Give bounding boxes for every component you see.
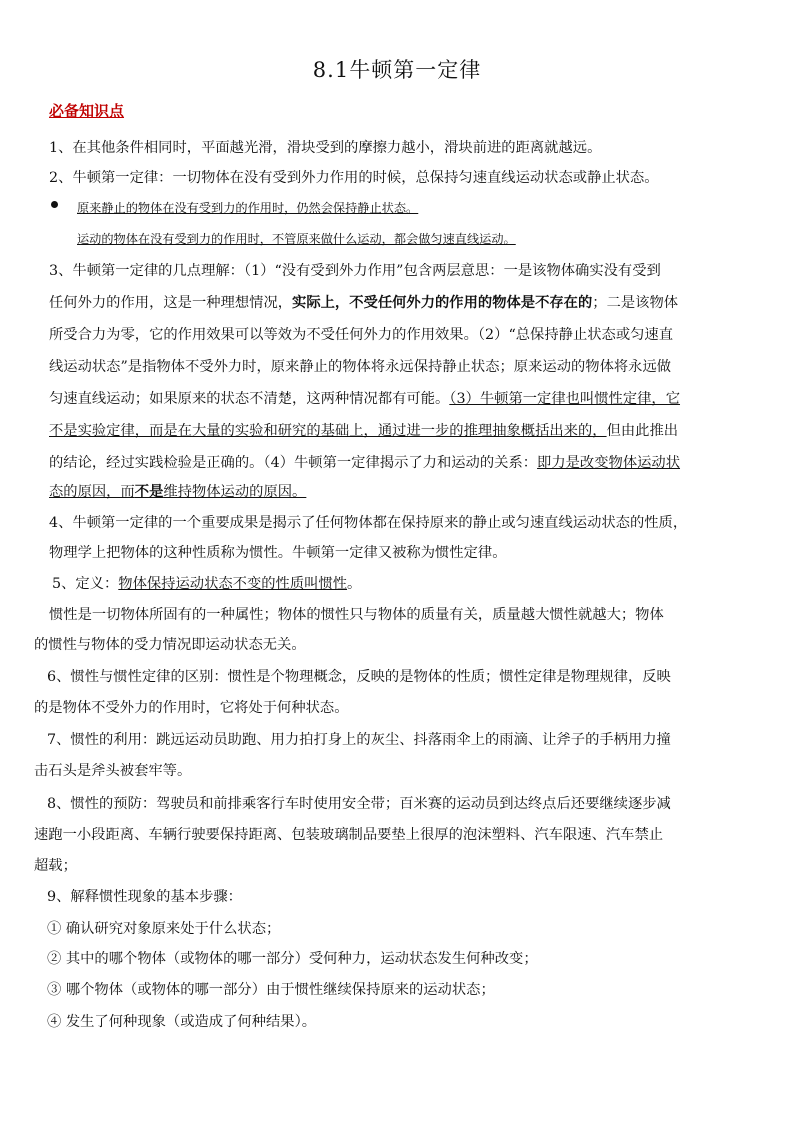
point-6-line-2: 的是物体不受外力的作用时，它将处于何种状态。	[34, 700, 349, 716]
point-3-line-6	[49, 420, 678, 442]
point-5-line-3: 的惯性与物体的受力情况即运动状态无关。	[34, 637, 306, 653]
point-8-line-1: 8、惯性的预防：驾驶员和前排乘客行车时使用安全带；百米赛的运动员到达终点后还要继续逐步减	[47, 796, 671, 812]
bullet-item-2: 运动的物体在没有受到力的作用时，不管原来做什么运动，都会做匀速直线运动。	[77, 232, 516, 246]
section-heading: 必备知识点	[49, 102, 125, 120]
step-1: ① 确认研究对象原来处于什么状态；	[47, 921, 281, 937]
text-run: 匀速直线运动；如果原来的状态不清楚，这两种情况都有可能。	[49, 391, 450, 407]
point-6-line-1: 6、惯性与惯性定律的区别：惯性是个物理概念，反映的是物体的性质；惯性定律是物理规律，反映	[47, 669, 671, 685]
underlined-text: 不是实验定律，而是在大量的实验和研究的基础上，通过进一步的推理抽象概括出来的，	[49, 423, 607, 439]
step-3: ③ 哪个物体（或物体的哪一部分）由于惯性继续保持原来的运动状态；	[47, 982, 495, 998]
text-run: ；二是该物体	[592, 295, 679, 311]
point-3-line-8	[49, 481, 306, 503]
underlined-text: （3）牛顿第一定律也叫惯性定律，它	[449, 391, 681, 407]
point-2: 2、牛顿第一定律：一切物体在没有受到外力作用的时候，总保持匀速直线运动状态或静止状态。	[49, 170, 659, 186]
underlined-text: 即力是改变物体运动状	[537, 455, 681, 471]
text-run: 。	[347, 576, 362, 592]
text-run: 态的原因，而	[49, 484, 135, 500]
page-title: 8.1牛顿第一定律	[312, 58, 482, 82]
bold-text: 实际上，不受任何外力的作用的物体是不存在的	[292, 295, 593, 311]
underlined-text: 物体保持运动状态不变的性质叫惯性	[118, 576, 348, 592]
step-2: ② 其中的哪个物体（或物体的哪一部分）受何种力，运动状态发生何种改变；	[47, 951, 538, 967]
point-1: 1、在其他条件相同时，平面越光滑，滑块受到的摩擦力越小，滑块前进的距离就越远。	[49, 140, 602, 156]
text-run: 的结论，经过实践检验是正确的。（4）牛顿第一定律揭示了力和运动的关系：	[49, 455, 538, 471]
point-3-line-5	[49, 388, 680, 410]
bullet-dot	[51, 201, 58, 208]
text-run: 5、定义：	[52, 576, 119, 592]
bold-text: 不是	[134, 484, 164, 500]
point-5-line-2: 惯性是一切物体所固有的一种属性；物体的惯性只与物体的质量有关，质量越大惯性就越大；物体	[49, 607, 664, 623]
point-4-line-2: 物理学上把物体的这种性质称为惯性。牛顿第一定律又被称为惯性定律。	[49, 545, 507, 561]
point-9-heading: 9、解释惯性现象的基本步骤：	[47, 889, 242, 905]
point-8-line-2: 速跑一小段距离、车辆行驶要保持距离、包装玻璃制品要垫上很厚的泡沫塑料、汽车限速、汽车禁止	[34, 827, 664, 843]
text-run: 维持物体运动的原因。	[163, 484, 307, 500]
bullet-item-1: 原来静止的物体在没有受到力的作用时，仍然会保持静止状态。	[77, 201, 419, 215]
text-run: 但由此推出	[606, 423, 679, 439]
point-3-line-7	[49, 452, 680, 474]
point-3-line-3: 所受合力为零，它的作用效果可以等效为不受任何外力的作用效果。（2）“总保持静止状态或匀速直	[49, 327, 674, 343]
point-8-line-3: 超载；	[34, 858, 77, 874]
point-7-line-1: 7、惯性的利用：跳远运动员助跑、用力拍打身上的灰尘、抖落雨伞上的雨滴、让斧子的手柄用力撞	[47, 732, 671, 748]
point-3-line-2	[49, 292, 678, 314]
point-7-line-2: 击石头是斧头被套牢等。	[34, 763, 192, 779]
step-4: ④ 发生了何种现象（或造成了何种结果）。	[47, 1014, 317, 1030]
text-run: 任何外力的作用，这是一种理想情况，	[49, 295, 293, 311]
point-4-line-1: 4、牛顿第一定律的一个重要成果是揭示了任何物体都在保持原来的静止或匀速直线运动状态的性质，	[49, 515, 688, 531]
point-5-definition	[52, 573, 361, 595]
point-3-line-1: 3、牛顿第一定律的几点理解：（1）“没有受到外力作用”包含两层意思：一是该物体确实没有受到	[49, 263, 661, 279]
point-3-line-4: 线运动状态”是指物体不受外力时，原来静止的物体将永远保持静止状态；原来运动的物体将永远做	[49, 359, 672, 375]
